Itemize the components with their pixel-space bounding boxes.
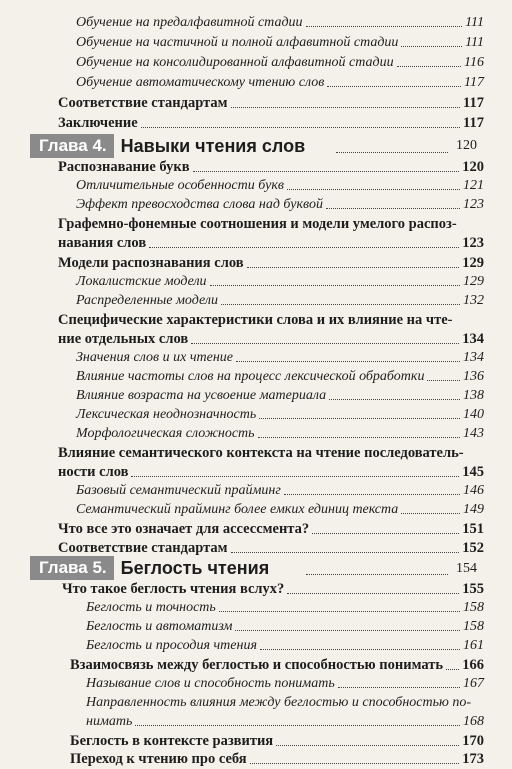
toc-entry-page: 123 [462,235,484,251]
toc-entry [70,752,484,767]
toc-entry-title: Обучение автоматическому чтению слов [76,75,325,90]
dot-leader [149,246,459,248]
chapter-number-badge: Глава 4. [30,134,114,158]
dot-leader [135,724,460,726]
toc-entry [76,198,484,212]
toc-entry [76,427,484,441]
dot-leader [210,284,460,286]
toc-entry-page: 117 [463,115,484,131]
dot-leader [141,126,460,128]
toc-entry [76,275,484,289]
toc-entry [76,370,484,384]
toc-entry [76,179,484,193]
toc-entry-title: Влияние возраста на усвоение материала [76,388,327,403]
toc-entry [58,116,484,131]
toc-entry-page: 158 [463,619,484,634]
toc-entry-page: 158 [463,600,484,615]
dot-leader [260,648,460,650]
toc-entry-title: Распределенные модели [76,293,218,308]
toc-entry-page: 173 [462,751,484,767]
toc-entry-title: Заключение [58,115,138,131]
dot-leader [326,207,460,209]
toc-entry-title: Соответствие стандартам [58,95,228,111]
toc-entry-page: 161 [463,638,484,653]
dot-leader [193,170,460,172]
dot-leader [287,188,460,190]
dot-leader [338,686,460,688]
toc-entry [76,408,484,422]
toc-entry-title: Взаимосвязь между беглостью и способностью понимать [70,657,444,673]
toc-entry-page: 134 [463,350,484,365]
toc-entry-title: Базовый семантический прайминг [76,483,281,498]
toc-entry-page: 129 [463,274,484,289]
dot-leader [397,65,461,67]
toc-entry-title: Семантический прайминг более емких единиц текста [76,502,399,517]
dot-leader [401,512,460,514]
toc-entry [76,503,484,517]
chapter-page: 154 [456,561,477,576]
dot-leader [231,106,461,108]
toc-entry [76,351,484,365]
toc-entry [76,76,484,90]
toc-entry-title: Значения слов и их чтение [76,350,233,365]
toc-entry-title: Влияние частоты слов на процесс лексической обработки [76,369,425,384]
dot-leader [247,266,460,268]
dot-leader [336,152,448,153]
toc-entry-title: Беглость и точность [86,600,216,615]
toc-entry-title-line: Специфические характеристики слова и их влияние на чте- [58,312,453,328]
toc-entry-page: 120 [462,159,484,175]
toc-entry-page: 129 [462,255,484,271]
toc-entry-title: Обучение на предалфавитной стадии [76,15,303,30]
toc-entry-title: Что все это означает для ассессмента? [58,521,310,537]
dot-leader [312,532,459,534]
toc-entry [70,658,484,673]
dot-leader [221,303,460,305]
toc-entry-page: 117 [463,95,484,111]
toc-entry-title: навания слов [58,235,147,251]
toc-entry-page: 167 [463,676,484,691]
dot-leader [306,574,448,575]
toc-entry [76,56,484,70]
toc-entry-page: 145 [462,464,484,480]
toc-entry-title: Что такое беглость чтения вслух? [62,581,285,597]
toc-entry-page: 166 [462,657,484,673]
toc-entry [76,294,484,308]
toc-entry-title: Называние слов и способность понимать [86,676,335,691]
toc-entry [58,332,484,347]
dot-leader [259,417,460,419]
dot-leader [306,25,463,27]
chapter-page: 120 [456,138,477,153]
toc-entry-title: Соответствие стандартам [58,540,228,556]
dot-leader [219,610,460,612]
dot-leader [287,592,459,594]
toc-entry-page: 111 [465,15,484,30]
toc-entry-title: Модели распознавания слов [58,255,244,271]
toc-entry [58,465,484,480]
toc-entry [58,541,484,556]
toc-entry-page: 155 [462,581,484,597]
dot-leader [276,744,459,746]
dot-leader [327,85,461,87]
chapter-4-heading [30,134,305,158]
toc-entry-title-line: Графемно-фонемные соотношения и модели умелого распоз- [58,216,457,232]
toc-entry-title: Эффект превосходства слова над буквой [76,197,323,212]
toc-entry [76,484,484,498]
toc-entry-page: 152 [462,540,484,556]
toc-entry [70,734,484,749]
toc-entry [86,639,484,653]
toc-entry-title: Распознавание букв [58,159,190,175]
toc-entry-title: Морфологическая сложность [76,426,255,441]
toc-entry [76,389,484,403]
toc-entry-title-line: Направленность влияния между беглостью и способностью по- [86,695,471,710]
toc-entry [76,36,484,50]
toc-entry-page: 116 [464,55,484,70]
chapter-5-heading [30,556,269,580]
toc-entry-title: ние отдельных слов [58,331,189,347]
toc-entry-page: 123 [463,197,484,212]
toc-entry [76,16,484,30]
toc-entry-page: 134 [462,331,484,347]
toc-entry-title-line: Влияние семантического контекста на чтение последователь- [58,445,464,461]
toc-entry [86,620,484,634]
toc-entry-title: Беглость и автоматизм [86,619,233,634]
toc-entry-page: 146 [463,483,484,498]
dot-leader [236,360,460,362]
dot-leader [284,493,460,495]
dot-leader [401,45,462,47]
toc-entry-page: 111 [465,35,484,50]
toc-entry [58,522,484,537]
toc-entry-title: Беглость в контексте развития [70,733,274,749]
dot-leader [250,762,460,764]
dot-leader [191,342,459,344]
toc-entry-title: нимать [86,714,133,729]
toc-entry-title: Обучение на частичной и полной алфавитной стадии [76,35,399,50]
chapter-title: Навыки чтения слов [120,135,306,156]
toc-entry-title: Переход к чтению про себя [70,751,247,767]
dot-leader [446,668,459,670]
chapter-number-badge: Глава 5. [30,556,114,580]
toc-entry-title: ности слов [58,464,129,480]
toc-entry-page: 168 [463,714,484,729]
toc-entry [62,582,484,597]
toc-entry [58,96,484,111]
toc-entry [58,236,484,251]
toc-entry-title: Беглость и просодия чтения [86,638,257,653]
chapter-title: Беглость чтения [120,557,270,578]
dot-leader [235,629,460,631]
dot-leader [131,475,459,477]
dot-leader [329,398,460,400]
toc-entry-page: 170 [462,733,484,749]
toc-entry-page: 117 [464,75,484,90]
toc-entry-title: Отличительные особенности букв [76,178,284,193]
toc-entry-page: 151 [462,521,484,537]
toc-entry-page: 121 [463,178,484,193]
toc-entry-title: Лексическая неоднозначность [76,407,257,422]
toc-entry [86,601,484,615]
toc-entry-page: 143 [463,426,484,441]
toc-entry-page: 132 [463,293,484,308]
toc-entry [58,256,484,271]
dot-leader [427,379,460,381]
toc-entry-page: 136 [463,369,484,384]
toc-entry [86,677,484,691]
dot-leader [258,436,460,438]
toc-entry-title: Обучение на консолидированной алфавитной стадии [76,55,394,70]
toc-entry [58,160,484,175]
toc-entry-page: 149 [463,502,484,517]
dot-leader [231,551,460,553]
toc-entry-title: Локалистские модели [76,274,207,289]
toc-entry [86,715,484,729]
toc-entry-page: 140 [463,407,484,422]
toc-entry-page: 138 [463,388,484,403]
